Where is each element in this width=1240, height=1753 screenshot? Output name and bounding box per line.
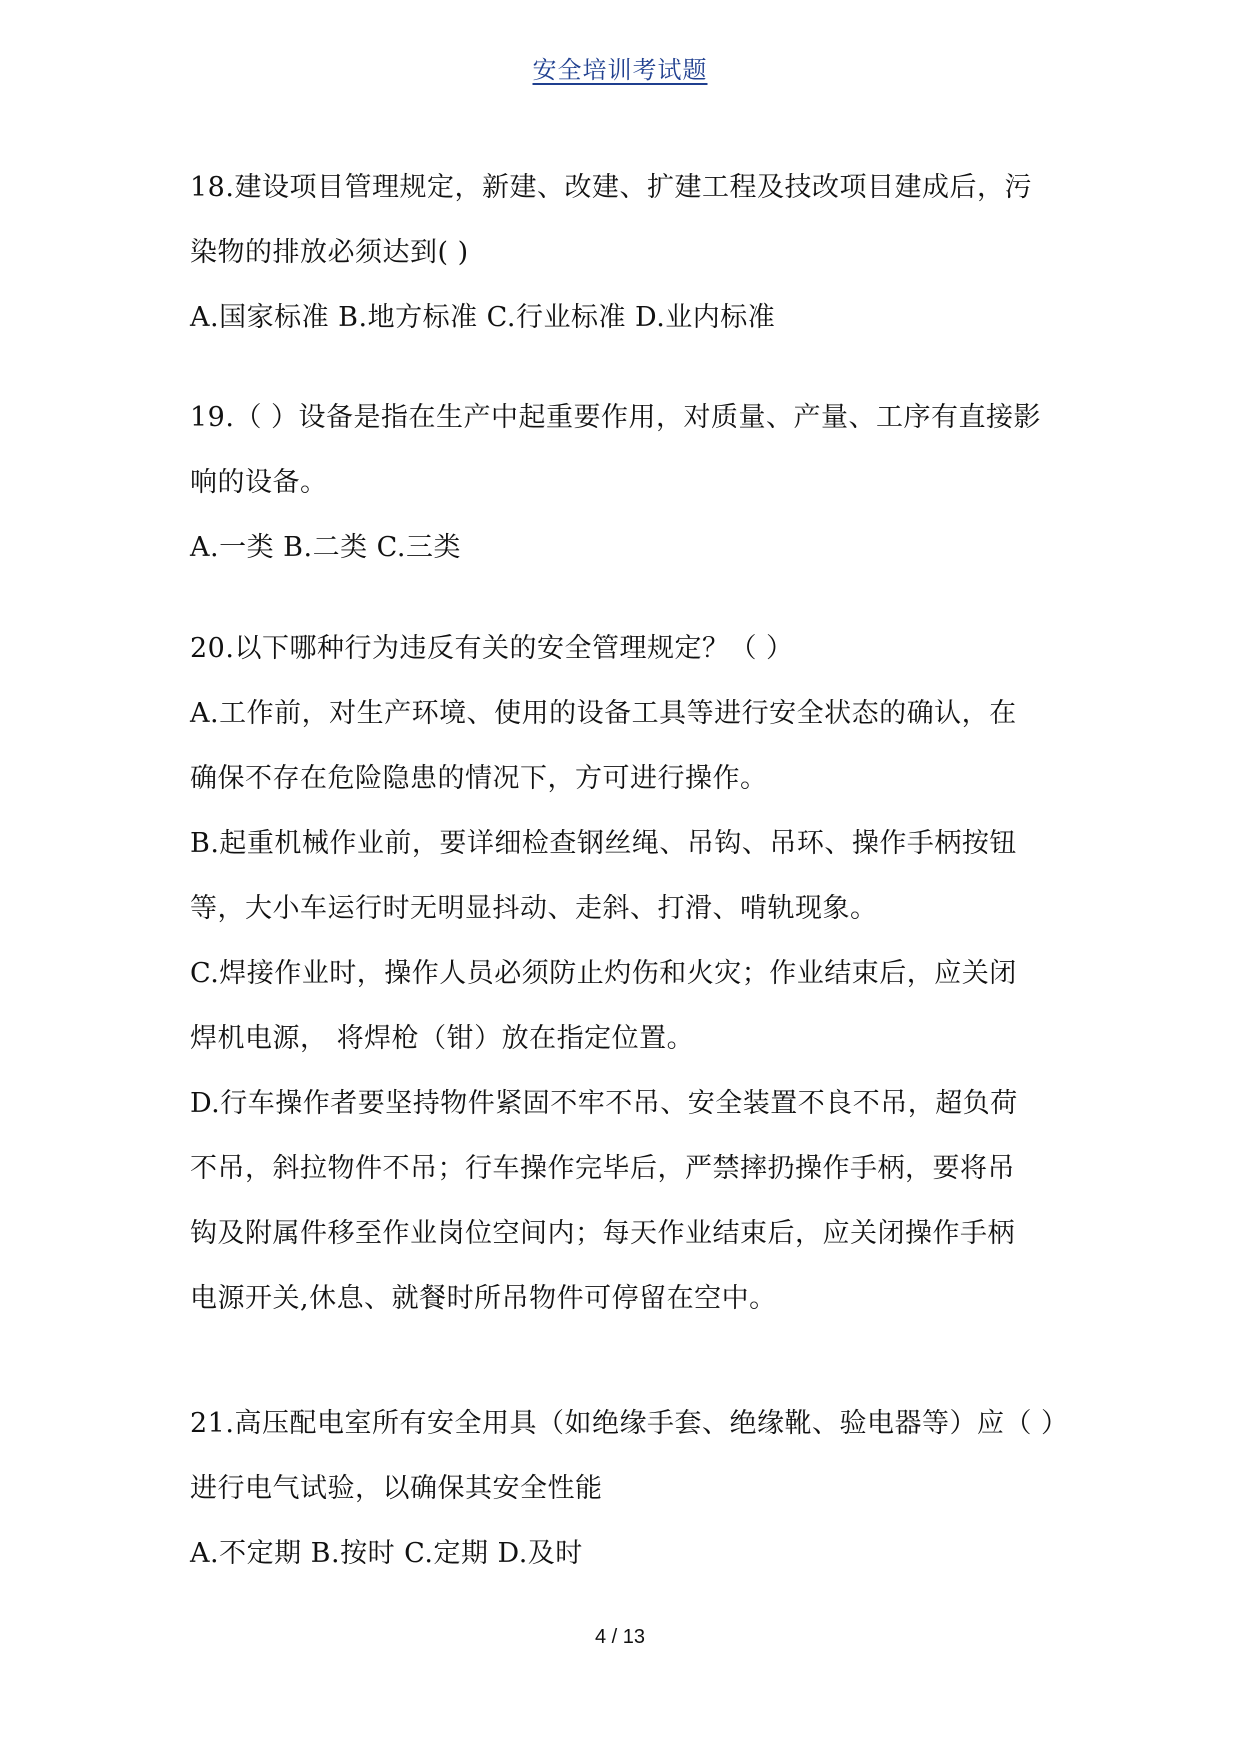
- question-spacer: [190, 350, 1070, 385]
- question-text-line: 20.以下哪种行为违反有关的安全管理规定？（ ）: [190, 633, 794, 664]
- question-spacer: [190, 1331, 1070, 1391]
- question-text-line: 响的设备。: [190, 467, 328, 498]
- option-c-line: 焊机电源， 将焊枪（钳）放在指定位置。: [190, 1023, 695, 1054]
- question-text-line: 进行电气试验，以确保其安全性能: [190, 1473, 603, 1504]
- question-18: [190, 155, 1070, 350]
- question-20: [190, 616, 1070, 1331]
- question-text-line: 21.高压配电室所有安全用具（如绝缘手套、绝缘靴、验电器等）应（ ）: [190, 1408, 1069, 1439]
- answer-options: A.国家标准 B.地方标准 C.行业标准 D.业内标准: [190, 302, 776, 333]
- question-text-line: 染物的排放必须达到( ): [190, 237, 469, 268]
- question-21: [190, 1391, 1070, 1586]
- option-b-line: 等，大小车运行时无明显抖动、走斜、打滑、啃轨现象。: [190, 893, 878, 924]
- answer-options: A.一类 B.二类 C.三类: [190, 532, 461, 563]
- question-19: [190, 385, 1070, 580]
- option-d-line: 钩及附属件移至作业岗位空间内；每天作业结束后，应关闭操作手柄: [190, 1218, 1015, 1249]
- option-d-line: 不吊，斜拉物件不吊；行车操作完毕后，严禁摔扔操作手柄，要将吊: [190, 1153, 1015, 1184]
- question-spacer: [190, 580, 1070, 616]
- option-c-line: C.焊接作业时，操作人员必须防止灼伤和火灾；作业结束后，应关闭: [190, 958, 1017, 989]
- question-text-line: 19.（ ）设备是指在生产中起重要作用，对质量、产量、工序有直接影: [190, 402, 1042, 433]
- answer-options: A.不定期 B.按时 C.定期 D.及时: [190, 1538, 583, 1569]
- option-b-line: B.起重机械作业前，要详细检查钢丝绳、吊钩、吊环、操作手柄按钮: [190, 828, 1017, 859]
- option-d-line: 电源开关,休息、就餐时所吊物件可停留在空中。: [190, 1283, 777, 1314]
- question-text-line: 18.建设项目管理规定，新建、改建、扩建工程及技改项目建成后，污: [190, 172, 1032, 203]
- page-number: 4 / 13: [594, 1626, 646, 1648]
- option-a-line: A.工作前，对生产环境、使用的设备工具等进行安全状态的确认，在: [190, 698, 1017, 729]
- option-a-line: 确保不存在危险隐患的情况下，方可进行操作。: [190, 763, 768, 794]
- page-header-title: 安全培训考试题: [532, 56, 708, 84]
- option-d-line: D.行车操作者要坚持物件紧固不牢不吊、安全装置不良不吊，超负荷: [190, 1088, 1018, 1119]
- question-list: [190, 155, 1070, 1586]
